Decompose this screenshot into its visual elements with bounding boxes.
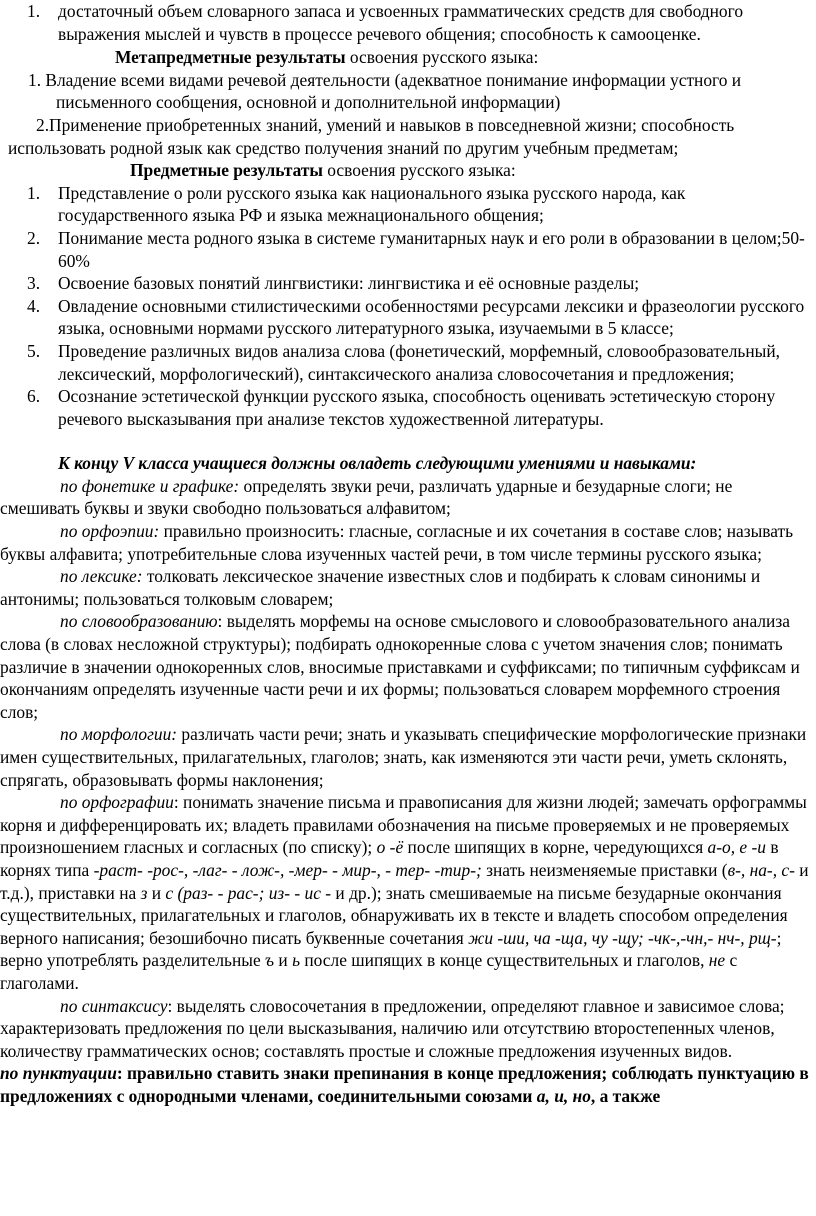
meta-heading-rest: освоения русского языка: <box>345 47 539 68</box>
syntax-label: по синтаксису <box>60 995 168 1016</box>
list-text: Освоение базовых понятий лингвистики: лингвистика и её основные разделы; <box>58 273 640 294</box>
list-text: Понимание места родного языка в системе гуманитарных наук и его роли в образовании в целом;50-60% <box>58 227 805 271</box>
skill-orthography <box>0 791 816 994</box>
orth-italic: в-, на-, с- <box>727 859 795 880</box>
lexicon-text: толковать лексическое значение известных слов и подбирать к словам синонимы и антонимы; пользоваться толковым словарем; <box>0 566 761 609</box>
orth-text: и <box>147 882 166 903</box>
orth-italic: а-о, е -и <box>707 837 766 858</box>
orth-label: по орфографии <box>60 792 174 813</box>
subject-heading-rest: освоения русского языка: <box>322 160 516 181</box>
list-text: Проведение различных видов анализа слова (фонетический, морфемный, словообразовательный, лексический, морфологический), синтаксического анализа словосочетания и предложения; <box>58 340 780 384</box>
orth-italic: с (раз- - рас-; из- - ис <box>165 882 321 903</box>
meta-paragraph-2: 2.Применение приобретенных знаний, умений и навыков в повседневной жизни; способность использовать родной язык как средство получения знаний по другим учебным предметам; <box>8 114 735 158</box>
subject-list <box>0 182 816 431</box>
punct-italic: а, и, но <box>536 1085 591 1106</box>
wordform-label: по словообразованию <box>60 611 218 632</box>
top-list <box>0 0 816 45</box>
skill-punctuation <box>0 1062 816 1107</box>
orth-italic: ъ <box>265 950 275 971</box>
orth-italic: о -ё <box>376 837 404 858</box>
meta-heading <box>0 46 816 69</box>
list-text: достаточный объем словарного запаса и усвоенных грамматических средств для свободного выражения мыслей и чувств в процессе речевого общения; способность к самооценке. <box>58 1 744 44</box>
list-number: 1. <box>27 1 41 21</box>
skills-heading <box>0 452 816 475</box>
punct-label: по пунктуации <box>0 1063 117 1084</box>
punct-text: : правильно ставить знаки препинания в конце предложения; соблюдать пунктуацию в предложениях с однородными членами, соединительными союзами <box>0 1063 809 1106</box>
orthoepy-label: по орфоэпии: <box>60 521 160 542</box>
list-text: Представление о роли русского языка как национального языка русского народа, как государственного языка РФ и языка межнационального общения; <box>58 182 686 226</box>
punct-text: , а также <box>590 1085 661 1106</box>
list-item <box>0 0 816 45</box>
skill-phonetics <box>0 475 816 520</box>
morph-text: различать части речи; знать и указывать специфические морфологические признаки имен существительных, прилагательных, глаголов; знать, как изменяются эти части речи, уметь склонять, спрягать, образовывать формы наклонения; <box>0 724 807 790</box>
list-text: Осознание эстетической функции русского языка, способность оценивать эстетическую сторону речевого высказывания при анализе текстов художественной литературы. <box>58 386 776 429</box>
skills-heading-text: К концу V класса учащиеся должны овладеть следующими умениями и навыками: <box>58 453 697 474</box>
orth-text: в корнях типа <box>0 837 779 880</box>
orth-italic: жи -ши, ча -ща, чу -щу; -чк-,-чн,- нч-, рщ- <box>468 927 777 948</box>
list-number: 2. <box>27 227 41 248</box>
orthoepy-text: правильно произносить: гласные, согласные и их сочетания в составе слов; называть буквы алфавита; употребительные слова изученных частей речи, в том числе термины русского языка; <box>0 521 794 564</box>
orth-italic: з <box>140 882 148 903</box>
subject-heading <box>0 159 816 182</box>
list-item <box>0 340 816 385</box>
skill-lexicon <box>0 565 816 610</box>
list-number: 6. <box>27 386 41 407</box>
list-number: 3. <box>27 273 41 294</box>
phonetics-label: по фонетике и графике: <box>60 475 240 496</box>
orth-text: ; верно употреблять разделительные <box>0 927 782 971</box>
list-item <box>0 272 816 295</box>
list-item <box>0 182 816 227</box>
skill-morphology <box>0 723 816 791</box>
wordform-text: : выделять морфемы на основе смыслового и словообразовательного анализа слова (в словах несложной структуры); подбирать однокоренные слова с учетом значения слов; понимать различие в значении однокоренных слов, вносимые приставками и суффиксами; по типичным суффиксам и окончаниям определять изученные части речи и их формы; пользоваться словарем морфемного строения слов; <box>0 611 800 722</box>
orth-text: с глаголами. <box>0 950 738 993</box>
orth-text: после шипящих в конце существительных и глаголов, <box>300 950 709 971</box>
orth-italic: ь <box>292 950 301 971</box>
orth-text: - и др.); знать смешиваемые на письме безударные окончания существительных, прилагательных и глаголов, обнаруживать их в тексте и владеть способом определения верного написания; безошибочно писать буквенные сочетания <box>0 882 788 948</box>
list-number: 1. <box>27 182 41 203</box>
syntax-text: : выделять словосочетания в предложении, определяют главное и зависимое слова; характеризовать предложения по цели высказывания, наличию или отсутствию второстепенных членов, количеству грамматических основ; составлять простые и сложные предложения изученных видов. <box>0 995 785 1061</box>
morph-label: по морфологии: <box>60 724 178 745</box>
meta-paragraph-1: 1. Владение всеми видами речевой деятельности (адекватное понимание информации устного и письменного сообщения, основной и дополнительной информации) <box>28 69 742 113</box>
orth-text: и <box>274 950 293 971</box>
orth-italic: не <box>708 950 726 971</box>
list-text: Овладение основными стилистическими особенностями ресурсами лексики и фразеологии русского языка, основными нормами русского литературного языка, изучаемыми в 5 классе; <box>58 295 805 339</box>
orth-text: и т.д.), приставки на <box>0 859 809 903</box>
skill-wordformation <box>0 610 816 723</box>
list-item <box>0 295 816 340</box>
phonetics-text: определять звуки речи, различать ударные и безударные слоги; не смешивать буквы и звуки свободно пользоваться алфавитом; <box>0 475 733 519</box>
orth-italic: -раст- -рос-, -лаг- - лож-, -мер- - мир-, - тер- -тир-; <box>93 859 482 880</box>
orth-text: : понимать значение письма и правописания для жизни людей; замечать орфограммы корня и дифференцировать их; владеть правилами обозначения на письме проверяемых и не проверяемых произношением гласных и согласных (по списку); <box>0 792 807 858</box>
orth-text: после шипящих в корне, чередующихся <box>403 837 708 858</box>
skill-orthoepy <box>0 520 816 565</box>
orth-text: знать неизменяемые приставки ( <box>481 859 728 880</box>
list-number: 5. <box>27 340 41 361</box>
skill-syntax <box>0 995 816 1063</box>
list-item <box>0 227 816 272</box>
lexicon-label: по лексике: <box>60 566 143 587</box>
list-item <box>0 385 816 430</box>
meta-heading-bold: Метапредметные результаты <box>115 47 346 68</box>
subject-heading-bold: Предметные результаты <box>130 160 323 181</box>
list-number: 4. <box>27 295 41 316</box>
